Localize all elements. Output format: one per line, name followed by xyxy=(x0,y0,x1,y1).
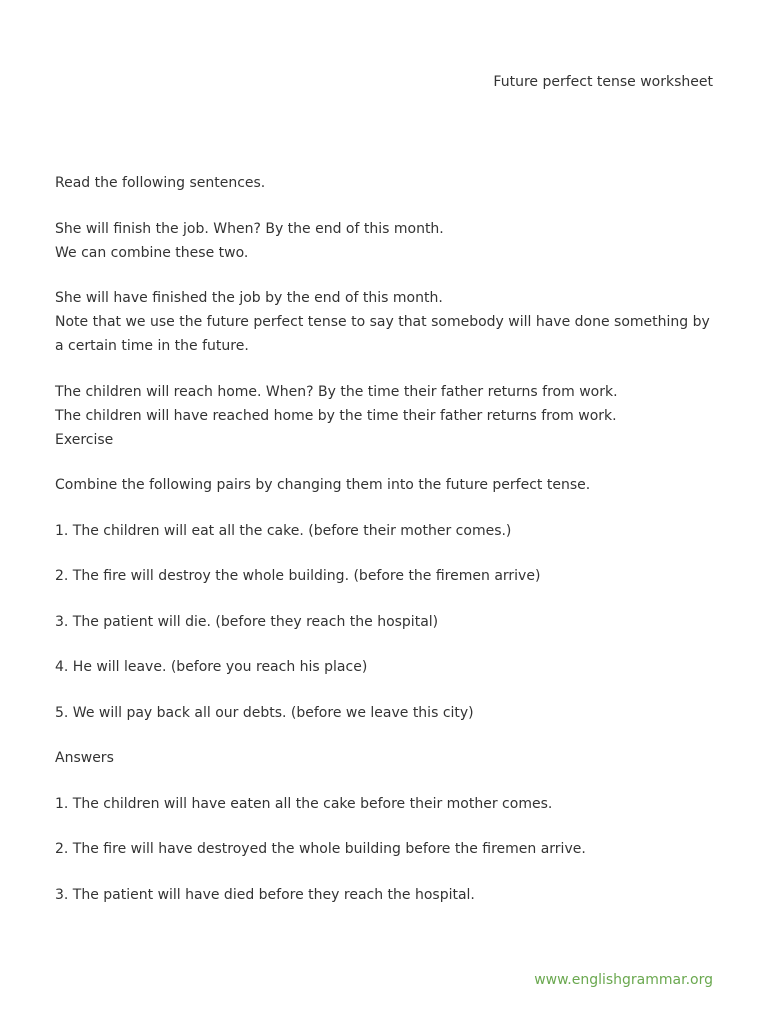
exercise-item-text: 3. The patient will die. (before they reach the hospital) xyxy=(55,613,439,630)
exercise-item xyxy=(55,610,713,634)
example-1-paragraph xyxy=(55,217,713,265)
answer-item-text: 3. The patient will have died before they reach the hospital. xyxy=(55,886,475,903)
exercise-instruction: Combine the following pairs by changing them into the future perfect tense. xyxy=(55,477,591,493)
example-1-note: We can combine these two. xyxy=(55,244,249,261)
example-1-sentence: She will finish the job. When? By the end of this month. xyxy=(55,220,444,237)
worksheet-body xyxy=(55,171,713,928)
example-1-combined-paragraph xyxy=(55,286,713,358)
exercise-item xyxy=(55,564,713,588)
answer-item xyxy=(55,792,713,816)
answer-item xyxy=(55,837,713,861)
exercise-item-text: 1. The children will eat all the cake. (before their mother comes.) xyxy=(55,522,512,539)
exercise-item xyxy=(55,655,713,679)
exercise-instruction-paragraph xyxy=(55,473,713,497)
exercise-item-text: 5. We will pay back all our debts. (before we leave this city) xyxy=(55,704,474,721)
future-perfect-explanation: Note that we use the future perfect tense to say that somebody will have done something by a certain time in the future. xyxy=(55,314,710,354)
exercise-heading: Exercise xyxy=(55,431,114,448)
intro-paragraph xyxy=(55,171,713,195)
answer-item-text: 1. The children will have eaten all the cake before their mother comes. xyxy=(55,795,553,812)
example-2-paragraph xyxy=(55,380,713,452)
example-2-sentence: The children will reach home. When? By the time their father returns from work. xyxy=(55,383,618,400)
example-2-combined-sentence: The children will have reached home by the time their father returns from work. xyxy=(55,407,617,424)
exercise-item-text: 4. He will leave. (before you reach his place) xyxy=(55,659,368,675)
answers-heading: Answers xyxy=(55,750,114,766)
exercise-item xyxy=(55,519,713,543)
answer-item xyxy=(55,883,713,907)
intro-text: Read the following sentences. xyxy=(55,175,266,191)
exercise-item xyxy=(55,701,713,725)
website-footer: www.englishgrammar.org xyxy=(534,972,713,988)
exercise-item-text: 2. The fire will destroy the whole building. (before the firemen arrive) xyxy=(55,568,541,584)
example-1-combined-sentence: She will have finished the job by the end of this month. xyxy=(55,290,443,306)
answer-item-text: 2. The fire will have destroyed the whole building before the firemen arrive. xyxy=(55,841,586,857)
answers-heading-paragraph xyxy=(55,746,713,770)
worksheet-title: Future perfect tense worksheet xyxy=(493,74,713,90)
